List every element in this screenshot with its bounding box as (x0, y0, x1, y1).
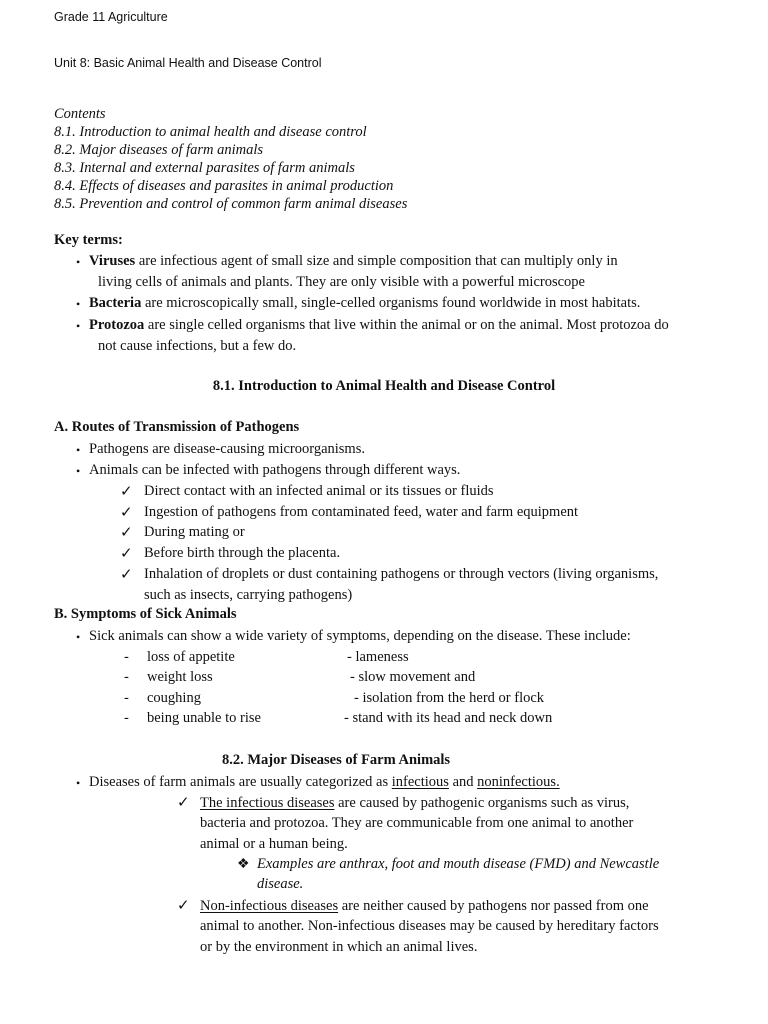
check-item: Direct contact with an infected animal or its tissues or fluids (144, 483, 494, 499)
dash-icon: - (124, 710, 129, 726)
contents-item: 8.2. Major diseases of farm animals (54, 142, 264, 158)
bullet-icon: • (76, 630, 81, 644)
bullet-icon: • (76, 255, 81, 269)
checkmark-icon: ✓ (120, 567, 133, 583)
definition-text: are single celled organisms that live within the animal or on the animal. Most protozoa do (144, 317, 669, 333)
key-term-bacteria (89, 295, 640, 312)
bullet-icon: • (76, 776, 81, 790)
contents-title: Contents (54, 106, 106, 122)
check-item: During mating or (144, 524, 245, 540)
bullet-text: Animals can be infected with pathogens through different ways. (89, 462, 461, 478)
term-protozoa: Protozoa (89, 317, 145, 333)
term-bacteria: Bacteria (89, 295, 142, 311)
bullet-icon: • (76, 464, 81, 478)
check-item: Inhalation of droplets or dust containing pathogens or through vectors (living organisms, (144, 566, 659, 582)
checkmark-icon: ✓ (120, 546, 133, 562)
definition-text: not cause infections, but a few do. (98, 338, 297, 354)
term-infectious-diseases: The infectious diseases (200, 795, 335, 811)
section-heading-8-1: 8.1. Introduction to Animal Health and Disease Control (212, 378, 556, 394)
bullet-icon: • (76, 319, 81, 333)
checkmark-icon: ✓ (120, 505, 133, 521)
bullet-icon: • (76, 443, 81, 457)
dash-icon: - (124, 690, 129, 706)
check-item-text: are neither caused by pathogens nor passed from one (338, 898, 649, 914)
diamond-icon: ❖ (237, 857, 250, 872)
checkmark-icon: ✓ (120, 525, 133, 541)
check-item-continued: animal or a human being. (200, 836, 348, 852)
contents-item: 8.5. Prevention and control of common farm animal diseases (54, 196, 408, 212)
contents-item: 8.1. Introduction to animal health and disease control (54, 124, 367, 140)
definition-text: are microscopically small, single-celled organisms found worldwide in most habitats. (141, 295, 641, 311)
symptom-left: being unable to rise (147, 710, 261, 726)
definition-text: are infectious agent of small size and simple composition that can multiply only in (135, 253, 618, 269)
dash-icon: - (124, 669, 129, 685)
symptom-right: - lameness (347, 649, 409, 665)
check-item: Ingestion of pathogens from contaminated feed, water and farm equipment (144, 504, 579, 520)
key-terms-heading: Key terms: (54, 232, 123, 248)
checkmark-icon: ✓ (120, 484, 133, 500)
bullet-text: Pathogens are disease-causing microorganisms. (89, 441, 365, 457)
check-item-continued: such as insects, carrying pathogens) (144, 587, 353, 603)
check-item-continued: animal to another. Non-infectious diseases may be caused by hereditary factors (200, 918, 659, 934)
symptom-right: - slow movement and (350, 669, 476, 685)
term-viruses: Viruses (89, 253, 136, 269)
check-item (200, 898, 649, 915)
subheading-symptoms: B. Symptoms of Sick Animals (54, 606, 237, 622)
grade-title: Grade 11 Agriculture (54, 10, 168, 24)
symptom-left: coughing (147, 690, 201, 706)
term-noninfectious: noninfectious. (477, 774, 560, 790)
check-item-continued: bacteria and protozoa. They are communicable from one animal to another (200, 815, 634, 831)
bullet-text-part: and (448, 774, 478, 790)
unit-title: Unit 8: Basic Animal Health and Disease Control (54, 56, 322, 70)
bullet-text: Sick animals can show a wide variety of symptoms, depending on the disease. These include: (89, 628, 631, 644)
checkmark-icon: ✓ (177, 795, 190, 811)
check-item-text: are caused by pathogenic organisms such as virus, (334, 795, 630, 811)
symptom-left: weight loss (147, 669, 213, 685)
bullet-text (89, 774, 560, 791)
contents-item: 8.3. Internal and external parasites of farm animals (54, 160, 355, 176)
symptom-right: - stand with its head and neck down (344, 710, 553, 726)
check-item (200, 795, 629, 812)
symptom-left: loss of appetite (147, 649, 235, 665)
dash-icon: - (124, 649, 129, 665)
key-term-viruses (89, 253, 618, 270)
term-non-infectious-diseases: Non-infectious diseases (200, 898, 339, 914)
symptom-right: - isolation from the herd or flock (354, 690, 545, 706)
definition-text: living cells of animals and plants. They are only visible with a powerful microscope (98, 274, 585, 290)
section-heading-8-2: 8.2. Major Diseases of Farm Animals (222, 752, 451, 768)
subheading-routes: A. Routes of Transmission of Pathogens (54, 419, 300, 435)
check-item: Before birth through the placenta. (144, 545, 341, 561)
examples-text: Examples are anthrax, foot and mouth disease (FMD) and Newcastle (257, 856, 660, 872)
check-item-continued: or by the environment in which an animal lives. (200, 939, 478, 955)
bullet-text-part: Diseases of farm animals are usually categorized as (89, 774, 392, 790)
examples-text-continued: disease. (257, 876, 304, 892)
contents-item: 8.4. Effects of diseases and parasites in animal production (54, 178, 394, 194)
bullet-icon: • (76, 297, 81, 311)
term-infectious: infectious (391, 774, 449, 790)
key-term-protozoa (89, 317, 669, 334)
checkmark-icon: ✓ (177, 898, 190, 914)
